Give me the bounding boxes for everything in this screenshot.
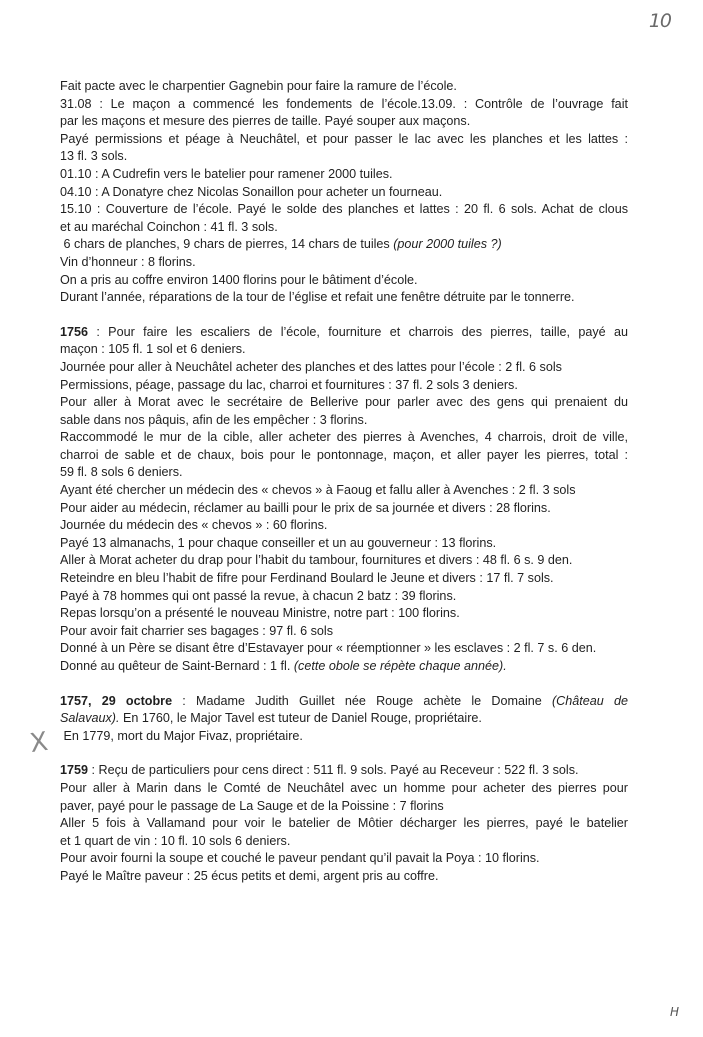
line-text: Payé permissions et péage à Neuchâtel, et pour passer le lac avec les planches et les lattes : xyxy=(60,131,628,146)
text-line xyxy=(60,780,628,798)
line-text: Aller 5 fois à Vallamand pour voir le batelier de Môtier décharger les pierres, payé le batelier xyxy=(60,816,628,831)
line-text: Pour aller à Morat avec le secrétaire de Bellerive pour parler avec des gens qui prenaient du xyxy=(60,395,628,410)
text-line xyxy=(60,148,628,166)
text-line xyxy=(60,570,628,588)
text-line xyxy=(60,762,628,780)
line-text: Journée pour aller à Neuchâtel acheter des planches et des lattes pour l’école : 2 fl. 6 sols xyxy=(60,359,562,374)
text-line xyxy=(60,78,628,96)
text-line xyxy=(60,377,628,395)
line-text: : Madame Judith Guillet née Rouge achète le Domaine xyxy=(172,693,552,708)
line-text: Donné à un Père se disant être d’Estavayer pour « réemptionner » les esclaves : 2 fl. 7 s. 6 den. xyxy=(60,641,597,656)
line-text: 13 fl. 3 sols. xyxy=(60,149,128,164)
text-line xyxy=(60,517,628,535)
italic-note: (pour 2000 tuiles ?) xyxy=(393,237,502,252)
text-line xyxy=(60,254,628,272)
text-line xyxy=(60,113,628,131)
text-line xyxy=(60,359,628,377)
line-text: : Pour faire les escaliers de l’école, fourniture et charrois des pierres, taille, payé au xyxy=(88,324,628,339)
line-text: et au maréchal Coinchon : 41 fl. 3 sols. xyxy=(60,219,278,234)
line-text: Fait pacte avec le charpentier Gagnebin pour faire la ramure de l’école. xyxy=(60,79,457,93)
line-text: En 1779, mort du Major Fivaz, propriétaire. xyxy=(60,728,303,743)
line-text: Vin d’honneur : 8 florins. xyxy=(60,254,196,269)
line-text: 15.10 : Couverture de l’école. Payé le solde des planches et lattes : 20 fl. 6 sols. Achat de clous xyxy=(60,202,628,217)
line-text: Pour aller à Marin dans le Comté de Neuchâtel avec un homme pour acheter des pierres pour xyxy=(60,780,628,795)
text-line xyxy=(60,289,628,307)
text-line xyxy=(60,693,628,711)
text-line xyxy=(60,166,628,184)
line-text: Reteindre en bleu l’habit de fifre pour Ferdinand Boulard le Jeune et divers : 17 fl. 7 sols. xyxy=(60,571,554,586)
text-line xyxy=(60,394,628,412)
text-line xyxy=(60,412,628,430)
text-line xyxy=(60,429,628,447)
line-text: Permissions, péage, passage du lac, charroi et fournitures : 37 fl. 2 sols 3 deniers. xyxy=(60,377,518,392)
line-text: Payé le Maître paveur : 25 écus petits et demi, argent pris au coffre. xyxy=(60,868,439,883)
line-text: En 1760, le Major Tavel est tuteur de Daniel Rouge, propriétaire. xyxy=(119,711,482,726)
line-text: Pour avoir fait charrier ses bagages : 97 fl. 6 sols xyxy=(60,623,333,638)
page-number: 10 xyxy=(648,10,671,32)
text-line xyxy=(60,447,628,465)
text-line xyxy=(60,464,628,482)
text-line xyxy=(60,728,628,746)
line-text: Raccommodé le mur de la cible, aller acheter des pierres à Avenches, 4 charrois, droit de ville, xyxy=(60,430,628,445)
year-heading: 1757, 29 octobre xyxy=(60,693,173,708)
line-text: On a pris au coffre environ 1400 florins pour le bâtiment d’école. xyxy=(60,272,418,287)
text-line xyxy=(60,798,628,816)
line-text: 01.10 : A Cudrefin vers le batelier pour ramener 2000 tuiles. xyxy=(60,166,393,181)
line-text: Donné au quêteur de Saint-Bernard : 1 fl. xyxy=(60,659,294,673)
text-line xyxy=(60,272,628,290)
text-line xyxy=(60,96,628,114)
italic-note: (Château de xyxy=(551,693,628,708)
italic-note: (cette obole se répète chaque année). xyxy=(293,659,507,673)
line-text: maçon : 105 fl. 1 sol et 6 deniers. xyxy=(60,342,246,357)
section-y1756 xyxy=(60,324,628,676)
italic-note: Salavaux). xyxy=(60,711,120,726)
text-line xyxy=(60,131,628,149)
line-text: Ayant été chercher un médecin des « chevos » à Faoug et fallu aller à Avenches : 2 fl. 3 sols xyxy=(60,483,576,498)
line-text: sable dans nos pâquis, afin de les empêcher : 3 florins. xyxy=(60,412,368,427)
text-line xyxy=(60,833,628,851)
text-line xyxy=(60,482,628,500)
text-line xyxy=(60,640,628,658)
line-text: paver, payé pour le passage de La Sauge et de la Poissine : 7 florins xyxy=(60,798,444,813)
line-text: 59 fl. 8 sols 6 deniers. xyxy=(60,465,183,480)
line-text: 04.10 : A Donatyre chez Nicolas Sonaillon pour acheter un fourneau. xyxy=(60,184,443,199)
section-intro xyxy=(60,78,628,307)
text-line xyxy=(60,850,628,868)
line-text: Payé 13 almanachs, 1 pour chaque conseiller et un au gouverneur : 13 florins. xyxy=(60,535,497,550)
text-line xyxy=(60,552,628,570)
text-line xyxy=(60,623,628,641)
line-text: Journée du médecin des « chevos » : 60 florins. xyxy=(60,518,328,533)
line-text: Payé à 78 hommes qui ont passé la revue, à chacun 2 batz : 39 florins. xyxy=(60,588,457,603)
text-line xyxy=(60,201,628,219)
text-line xyxy=(60,815,628,833)
document-body xyxy=(60,78,628,903)
line-text: Pour aider au médecin, réclamer au bailli pour le prix de sa journée et divers : 28 florins. xyxy=(60,500,551,515)
text-line xyxy=(60,324,628,342)
section-y1757 xyxy=(60,693,628,746)
margin-mark: X xyxy=(27,726,50,760)
line-text: Durant l’année, réparations de la tour de l’église et refait une fenêtre détruite par le tonnerre. xyxy=(60,290,575,305)
year-heading: 1756 xyxy=(60,324,89,339)
year-heading: 1759 xyxy=(60,763,89,778)
line-text: 31.08 : Le maçon a commencé les fondements de l’école.13.09. : Contrôle de l’ouvrage fait xyxy=(60,96,628,111)
line-text: Repas lorsqu’on a présenté le nouveau Ministre, notre part : 100 florins. xyxy=(60,606,460,621)
text-line xyxy=(60,236,628,254)
text-line xyxy=(60,605,628,623)
text-line xyxy=(60,535,628,553)
line-text: par les maçons et mesure des pierres de taille. Payé souper aux maçons. xyxy=(60,114,471,129)
section-y1759 xyxy=(60,762,628,885)
text-line xyxy=(60,658,628,676)
text-line xyxy=(60,500,628,518)
line-text: 6 chars de planches, 9 chars de pierres, 14 chars de tuiles xyxy=(60,237,394,252)
footer-mark: H xyxy=(669,1005,679,1019)
line-text: charroi de sable et de chaux, bois pour le pontonnage, maçon, et aller payer les pierres, total : xyxy=(60,447,628,462)
text-line xyxy=(60,868,628,886)
text-line xyxy=(60,184,628,202)
line-text: : Reçu de particuliers pour cens direct : 511 fl. 9 sols. Payé au Receveur : 522 fl. 3 sols. xyxy=(88,763,579,778)
line-text: Aller à Morat acheter du drap pour l’habit du tambour, fournitures et divers : 48 fl. 6 s. 9 den. xyxy=(60,553,573,568)
text-line xyxy=(60,219,628,237)
text-line xyxy=(60,710,628,728)
line-text: Pour avoir fourni la soupe et couché le paveur pendant qu’il pavait la Poya : 10 florins. xyxy=(60,851,540,866)
text-line xyxy=(60,588,628,606)
text-line xyxy=(60,341,628,359)
line-text: et 1 quart de vin : 10 fl. 10 sols 6 deniers. xyxy=(60,833,291,848)
